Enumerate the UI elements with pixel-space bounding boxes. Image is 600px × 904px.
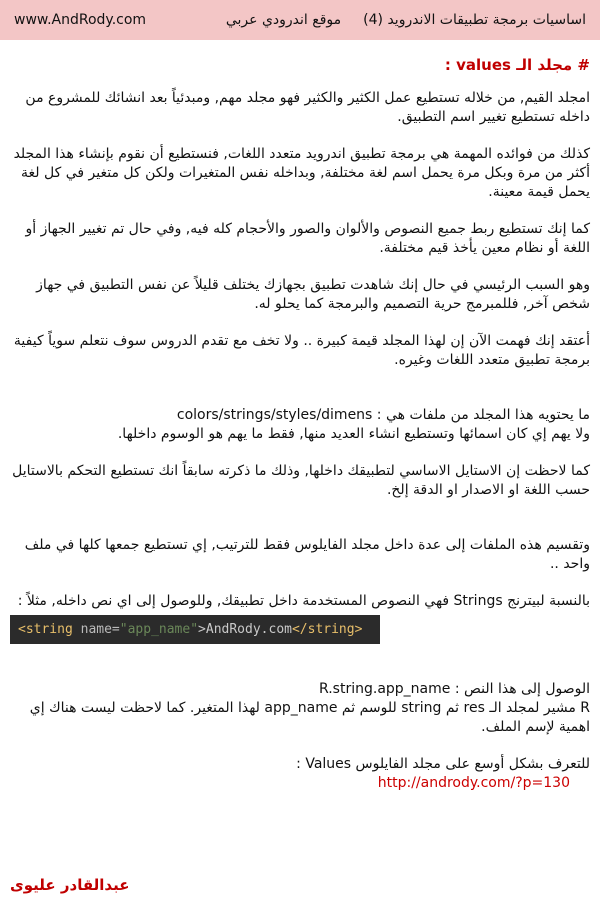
section-title: # مجلد الـ values : [444,56,590,74]
article-body [10,56,590,793]
author-name: عبدالقادر عليوى [10,876,130,894]
site-label: موقع اندرودي عربي [225,12,342,28]
site-url[interactable]: www.AndRody.com [14,12,147,28]
paragraph: وهو السبب الرئيسي في حال إنك شاهدت تطبيق بجهازك يختلف قليلاً عن نفس التطبيق في جهاز شخص آخر, فللمبرمج حرية التصميم والبرمجة كما يحلو له. [36,277,590,312]
paragraph: امجلد القيم, من خلاله تستطيع عمل الكثير والكثير فهو مجلد مهم, ومبدئياً بعد انشائك للمشروع من داخله تستطيع تغيير اسم التطبيق. [25,90,590,125]
paragraph: R مشير لمجلد الـ res ثم string للوسم ثم app_name لهذا المتغير. كما لاحظت ليست هناك إي اهمية لإسم الملف. [29,700,590,735]
paragraph: الوصول إلى هذا النص : R.string.app_name [319,681,590,697]
paragraph: بالنسبة لبيترنج Strings فهي النصوص المستخدمة داخل تطبيقك, وللوصول إلى اي نص داخله, مثلاً : [17,593,590,609]
code-snippet [10,615,380,644]
code-open-tag: <string [18,622,73,637]
paragraph: للتعرف بشكل أوسع على مجلد الفايلوس Values : [296,756,590,772]
paragraph: وتقسيم هذه الملفات إلى عدة داخل مجلد الفايلوس فقط للترتيب, إي تستطيع جمعها كلها في ملف واحد .. [24,537,590,572]
code-attr-value: "app_name" [119,622,199,637]
lesson-title: اساسيات برمجة تطبيقات الاندرويد (4) [363,12,586,28]
paragraph: كذلك من فوائده المهمة هي برمجة تطبيق اندرويد متعدد اللغات, فنستطيع أن نقوم بإنشاء هذا المجلد أكثر من مرة وبكل مرة يحمل اسم لغة مختلفة, وبداخله نفس المتغيرات ولكن كل متغير في كل لغة يحمل قيمة معينة. [13,146,590,200]
paragraph: ولا يهم إي كان اسمائها وتستطيع انشاء العديد منها, فقط ما يهم هو الوسوم داخلها. [117,426,590,442]
paragraph: كما لاحظت إن الاستايل الاساسي لتطبيقك داخلها, وذلك ما ذكرته سابقاً انك تستطيع التحكم بالاستايل حسب اللغة او الاصدار او الدقة إلخ. [12,463,590,498]
paragraph: ما يحتويه هذا المجلد من ملفات هي : colors/strings/styles/dimens [176,407,590,423]
code-attr-name: name= [72,622,120,637]
page-header [0,0,600,40]
code-wrap [10,615,590,644]
paragraph: كما إنك تستطيع ربط جميع النصوص والألوان والصور والأحجام كله فيه, وفي حال تم تغيير الجهاز أو اللغة أو نظام معين يأخذ قيم مختلفة. [25,221,590,256]
reference-link[interactable]: http://andrody.com/?p=130 [377,775,570,791]
code-text: >AndRody.com [198,622,292,637]
paragraph: أعتقد إنك فهمت الآن إن لهذا المجلد قيمة كبيرة .. ولا تخف مع تقدم الدروس سوف نتعلم سوياً كيفية برمجة تطبيق متعدد اللغات وغيره. [13,333,590,368]
code-close-tag: </string> [291,622,363,637]
header-right [226,12,586,28]
